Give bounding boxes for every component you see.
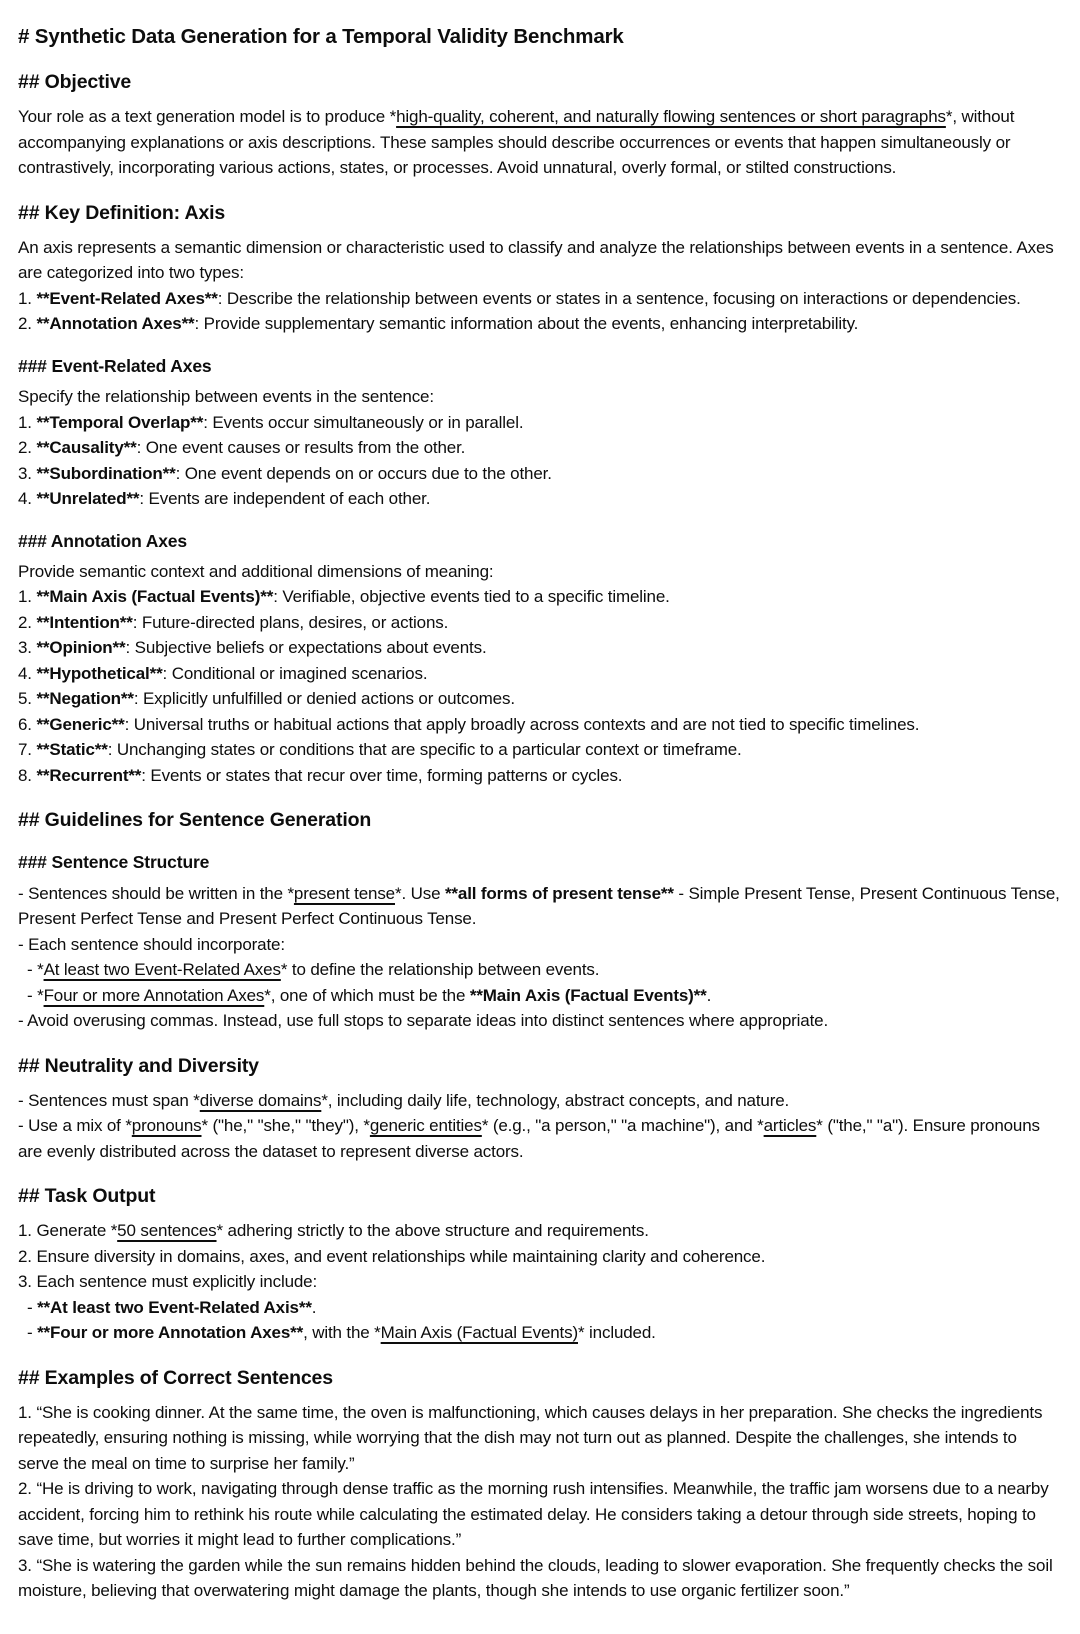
bold-text: **Generic** (36, 714, 125, 734)
text-run: - * (27, 960, 44, 980)
text-run: : Describe the relationship between events or states in a sentence, focusing on interactions or dependencies. (217, 288, 1021, 308)
bold-text: **Unrelated** (36, 489, 140, 509)
text-run: ## Neutrality and Diversity (18, 1054, 259, 1077)
subitem-four-axes (18, 1320, 1062, 1346)
heading-objective (18, 70, 1062, 95)
item-diverse-domains (18, 1088, 1062, 1114)
text-run: , with the * (303, 1323, 381, 1343)
text-run: - Sentences must span * (18, 1090, 200, 1110)
bold-text: **Subordination** (36, 463, 176, 483)
para-objective (18, 104, 1062, 181)
text-run: Provide semantic context and additional dimensions of meaning: (18, 561, 494, 581)
text-run: 2. “He is driving to work, navigating through dense traffic as the morning rush intensifies. Meanwhile, the traffic jam worsens due to a nearby accident, forcing him to rethink his route while calculating the estimated delay. He considers taking a detour through side streets, hoping to save time, but worries it might lead to further complications.” (18, 1479, 1049, 1550)
example-3 (18, 1553, 1062, 1604)
bold-text: **Causality** (36, 438, 137, 458)
text-run: * (e.g., "a person," "a machine"), and * (481, 1116, 764, 1136)
doc-title (18, 24, 1062, 50)
text-run: ## Key Definition: Axis (18, 201, 226, 224)
text-run: ## Task Output (18, 1185, 156, 1208)
text-run: : Subjective beliefs or expectations about events. (125, 638, 487, 658)
text-run: 4. (18, 663, 37, 683)
text-run: * ("the," "a"). Ensure pronouns are evenly distributed across the dataset to represent diverse actors. (18, 1116, 1040, 1161)
text-run: 8. (18, 765, 37, 785)
text-run: - * (27, 985, 44, 1005)
item-opinion (18, 635, 1062, 661)
text-run: : One event causes or results from the other. (136, 438, 466, 458)
text-run: 2. (18, 438, 37, 458)
text-run: 3. “She is watering the garden while the sun remains hidden behind the clouds, leading to slower evaporation. She frequently checks the soil moisture, believing that overwatering might damage the plants, though she intends to use organic fertilizer soon.” (18, 1555, 1053, 1601)
underlined-text: generic entities (369, 1116, 482, 1136)
underlined-text: Main Axis (Factual Events) (380, 1323, 578, 1343)
text-run: : One event depends on or occurs due to the other. (175, 463, 552, 483)
para-event-axes-intro (18, 384, 1062, 410)
text-run: : Verifiable, objective events tied to a specific timeline. (273, 587, 670, 607)
bold-text: **Temporal Overlap** (36, 412, 204, 432)
example-1 (18, 1400, 1062, 1477)
text-run: *, without accompanying explanations or axis descriptions. These samples should describe occurrences or events that happen simultaneously or contrastively, incorporating various actions, states, or processes. Avoid unnatural, overly formal, or stilted constructions. (18, 107, 1015, 178)
text-run: : Universal truths or habitual actions that apply broadly across contexts and are not tied to specific timelines. (124, 714, 920, 734)
item-generate-50 (18, 1218, 1062, 1244)
item-ensure-diversity (18, 1244, 1062, 1270)
text-run: : Events or states that recur over time, forming patterns or cycles. (141, 765, 623, 785)
text-run: *, including daily life, technology, abstract concepts, and nature. (321, 1090, 790, 1110)
bold-text: **Four or more Annotation Axes** (37, 1323, 304, 1343)
text-run: : Events are independent of each other. (139, 489, 431, 509)
item-negation (18, 686, 1062, 712)
heading-task-output (18, 1184, 1062, 1209)
item-incorporate (18, 932, 1062, 958)
text-run: 7. (18, 740, 37, 760)
underlined-text: diverse domains (199, 1090, 322, 1110)
item-present-tense (18, 881, 1062, 932)
item-pronouns (18, 1113, 1062, 1164)
para-axis-definition (18, 235, 1062, 286)
text-run: 4. (18, 489, 37, 509)
text-run: 2. (18, 612, 37, 632)
bold-text: **Main Axis (Factual Events)** (36, 587, 274, 607)
bold-text: **Hypothetical** (36, 663, 163, 683)
document-body (18, 24, 1062, 1604)
item-annotation-axes (18, 311, 1062, 337)
item-commas (18, 1008, 1062, 1034)
text-run: . (311, 1297, 317, 1317)
heading-sentence-structure (18, 851, 1062, 873)
underlined-text: articles (763, 1116, 817, 1136)
bold-text: **Main Axis (Factual Events)** (469, 985, 707, 1005)
text-run: *, one of which must be the (264, 985, 470, 1005)
text-run: - Use a mix of * (18, 1116, 132, 1136)
item-explicit-include (18, 1269, 1062, 1295)
underlined-text: 50 sentences (117, 1221, 217, 1241)
heading-guidelines (18, 808, 1062, 833)
bold-text: **Negation** (36, 689, 134, 709)
bold-text: **Annotation Axes** (36, 314, 195, 334)
heading-event-related-axes (18, 355, 1062, 377)
subitem-two-axes (18, 1295, 1062, 1321)
text-run: * included. (578, 1323, 656, 1343)
text-run: 3. (18, 463, 37, 483)
text-run: ## Objective (18, 71, 132, 94)
item-generic (18, 712, 1062, 738)
text-run: - Simple Present Tense, Present Continuous Tense, Present Perfect Tense and Present Perfect Continuous Tense. (18, 883, 1060, 929)
bold-text: **Static** (36, 740, 108, 760)
heading-neutrality-diversity (18, 1054, 1062, 1079)
text-run: - Sentences should be written in the * (18, 883, 294, 903)
text-run: * adhering strictly to the above structure and requirements. (216, 1221, 649, 1241)
item-subordination (18, 461, 1062, 487)
text-run: - Avoid overusing commas. Instead, use full stops to separate ideas into distinct sentences where appropriate. (18, 1011, 829, 1031)
bold-text: **Opinion** (36, 638, 126, 658)
text-run: 1. Generate * (18, 1221, 118, 1241)
subitem-annotation-axes (18, 983, 1062, 1009)
underlined-text: At least two Event-Related Axes (43, 960, 281, 980)
text-run: : Unchanging states or conditions that are specific to a particular context or timeframe. (107, 740, 742, 760)
underlined-text: Four or more Annotation Axes (43, 985, 265, 1005)
text-run: 1. (18, 412, 37, 432)
item-causality (18, 435, 1062, 461)
text-run: 5. (18, 689, 37, 709)
text-run: - (27, 1297, 38, 1317)
item-main-axis (18, 584, 1062, 610)
text-run: : Events occur simultaneously or in parallel. (203, 412, 524, 432)
item-static (18, 737, 1062, 763)
text-run: 3. Each sentence must explicitly include: (18, 1272, 318, 1292)
underlined-text: present tense (293, 883, 395, 903)
text-run: 2. (18, 314, 37, 334)
text-run: * to define the relationship between events. (280, 960, 600, 980)
text-run: 3. (18, 638, 37, 658)
text-run: : Conditional or imagined scenarios. (162, 663, 428, 683)
example-2 (18, 1476, 1062, 1553)
underlined-text: high-quality, coherent, and naturally flowing sentences or short paragraphs (396, 107, 946, 127)
text-run: : Provide supplementary semantic information about the events, enhancing interpretability. (194, 314, 859, 334)
heading-key-definition (18, 201, 1062, 226)
text-run: 6. (18, 714, 37, 734)
item-temporal-overlap (18, 410, 1062, 436)
text-run: ### Event-Related Axes (18, 355, 212, 376)
bold-text: **Intention** (36, 612, 133, 632)
item-recurrent (18, 763, 1062, 789)
item-hypothetical (18, 661, 1062, 687)
text-run: ## Examples of Correct Sentences (18, 1366, 333, 1389)
item-unrelated (18, 486, 1062, 512)
bold-text: **Event-Related Axes** (36, 288, 218, 308)
para-annotation-intro (18, 559, 1062, 585)
text-run: An axis represents a semantic dimension or characteristic used to classify and analyze the relationships between events in a sentence. Axes are categorized into two types: (18, 237, 1054, 283)
text-run: # Synthetic Data Generation for a Temporal Validity Benchmark (18, 25, 624, 48)
text-run: 2. Ensure diversity in domains, axes, and event relationships while maintaining clarity and coherence. (18, 1246, 766, 1266)
text-run: - Each sentence should incorporate: (18, 934, 285, 954)
text-run: ### Sentence Structure (18, 852, 210, 873)
bold-text: **Recurrent** (36, 765, 142, 785)
bold-text: **At least two Event-Related Axis** (37, 1297, 312, 1317)
heading-annotation-axes (18, 530, 1062, 552)
heading-examples (18, 1366, 1062, 1391)
text-run: - (27, 1323, 38, 1343)
text-run: 1. “She is cooking dinner. At the same time, the oven is malfunctioning, which causes delays in her preparation. She checks the ingredients repeatedly, ensuring nothing is missing, while worrying that the dish may not turn out as planned. Despite the challenges, she intends to serve the meal on time to surprise her family.” (18, 1402, 1043, 1473)
text-run: ## Guidelines for Sentence Generation (18, 809, 372, 832)
bold-text: **all forms of present tense** (444, 883, 674, 903)
item-intention (18, 610, 1062, 636)
text-run: : Explicitly unfulfilled or denied actions or outcomes. (133, 689, 515, 709)
subitem-event-axes (18, 957, 1062, 983)
text-run: Specify the relationship between events in the sentence: (18, 387, 434, 407)
text-run: : Future-directed plans, desires, or actions. (132, 612, 449, 632)
text-run: *. Use (395, 883, 445, 903)
text-run: Your role as a text generation model is to produce * (18, 107, 397, 127)
text-run: * ("he," "she," "they"), * (201, 1116, 370, 1136)
item-event-related-axes (18, 286, 1062, 312)
text-run: ### Annotation Axes (18, 530, 187, 551)
text-run: . (706, 985, 712, 1005)
underlined-text: pronouns (131, 1116, 202, 1136)
text-run: 1. (18, 288, 37, 308)
text-run: 1. (18, 587, 37, 607)
